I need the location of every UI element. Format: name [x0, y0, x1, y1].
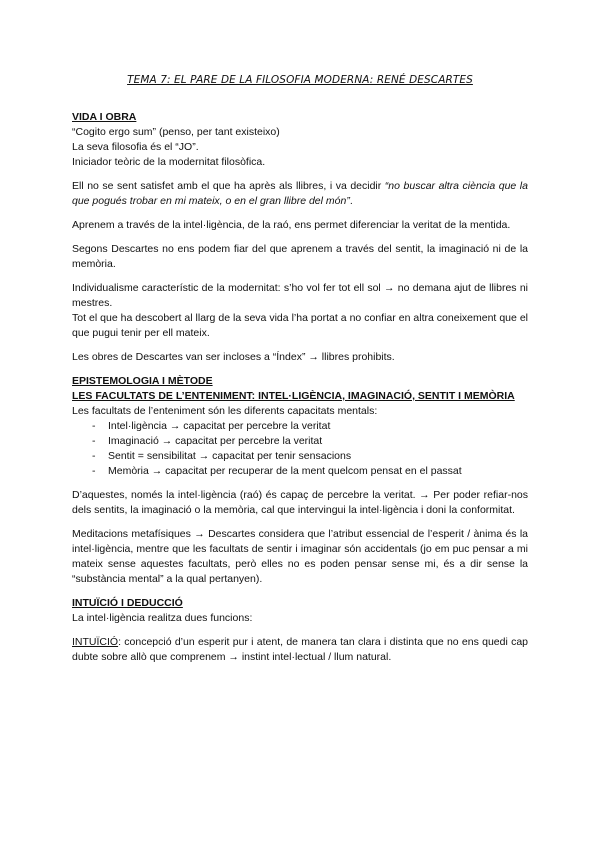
list-item: - Sentit = sensibilitat → capacitat per tenir sensacions [92, 449, 528, 464]
paragraph: D’aquestes, només la intel·ligència (raó) és capaç de percebre la veritat. → Per poder refiar-nos dels sentits, la imaginació o la memòria, cal que intervingui la intel·ligència i doni la conformitat. [72, 489, 528, 516]
paragraph: Iniciador teòric de la modernitat filosòfica. [72, 156, 266, 168]
paragraph: “Cogito ergo sum” (penso, per tant existeixo) [72, 126, 280, 138]
paragraph: La intel·ligència realitza dues funcions: [72, 612, 253, 624]
paragraph: La seva filosofia és el “JO”. [72, 141, 199, 153]
list-item: - Imaginació → capacitat per percebre la veritat [92, 434, 528, 449]
paragraph: Aprenem a través de la intel·ligència, de la raó, ens permet diferenciar la veritat de la mentida. [72, 219, 511, 231]
paragraph: Tot el que ha descobert al llarg de la seva vida l’ha portat a no confiar en altra coneixement que el que pugui tenir per ell mateix. [72, 312, 528, 339]
paragraph: Meditacions metafísiques → Descartes considera que l’atribut essencial de l’esperit / ànima és la intel·ligència, mentre que les facultats de sentir i imaginar són accidentals (jo em puc pensar a mi mateix sense aquestes facultats, però elles no es poden pensar sense mi, és a dir sense la “substància mental” a la qual pertanyen). [72, 528, 528, 585]
paragraph: Les obres de Descartes van ser incloses a “Índex” → llibres prohibits. [72, 351, 395, 363]
paragraph: Les facultats de l’enteniment són les diferents capacitats mentals: [72, 405, 378, 417]
subsection-heading: LES FACULTATS DE L’ENTENIMENT: INTEL·LIGÈNCIA, IMAGINACIÓ, SENTIT I MEMÒRIA [72, 390, 515, 402]
page-title: TEMA 7: EL PARE DE LA FILOSOFIA MODERNA: RENÉ DESCARTES [127, 74, 473, 86]
faculties-list [72, 419, 528, 479]
paragraph [72, 179, 528, 209]
list-item: - Memòria → capacitat per recuperar de la ment quelcom pensat en el passat [92, 464, 528, 479]
section-heading-episteme: EPISTEMOLOGIA I MÈTODE [72, 375, 213, 387]
document-body [72, 110, 528, 665]
section-heading-vida: VIDA I OBRA [72, 111, 137, 123]
list-item: - Intel·ligència → capacitat per percebre la veritat [92, 419, 528, 434]
paragraph [72, 635, 528, 665]
paragraph: Segons Descartes no ens podem fiar del que aprenem a través del sentit, la imaginació ni de la memòria. [72, 243, 528, 270]
paragraph: Individualisme característic de la modernitat: s’ho vol fer tot ell sol → no demana ajut de llibres ni mestres. [72, 282, 528, 309]
paragraph-text: . [349, 195, 353, 207]
quote: “no buscar altra ciència que la que pogués trobar en mi mateix, o en el gran llibre del món” [72, 180, 528, 207]
paragraph-text: Ell no se sent satisfet amb el que ha après als llibres, i va decidir [72, 180, 385, 192]
term: INTUÏCIÓ [72, 636, 119, 648]
definition: : concepció d’un esperit pur i atent, de manera tan clara i distinta que no ens quedi cap dubte sobre allò que comprenem → instint intel·lectual / llum natural. [72, 636, 528, 663]
section-heading-intuicio: INTUÏCIÓ I DEDUCCIÓ [72, 597, 183, 609]
